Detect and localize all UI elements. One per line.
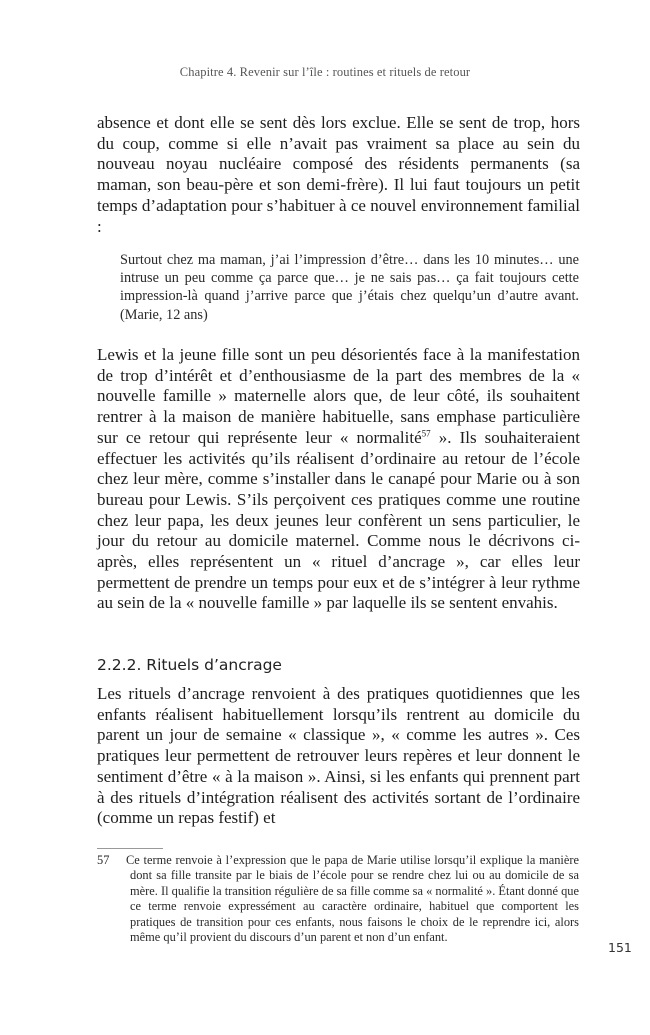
paragraph-2-part-2: ». Ils souhaiteraient effectuer les activités qu’ils réalisent d’ordinaire au retour de l’école chez leur mère, comme s’installer dans le canapé pour Marie ou à son bureau pour Lewis. S’ils perçoivent ces pratiques comme une routine chez leur papa, les deux jeunes leur confèrent un sens particulier, le jour du retour au domicile maternel. Comme nous le décrivons ci-après, elles représentent un « rituel d’ancrage », car elles leur permettent de prendre un temps pour eux et de s’intégrer à leur rythme au sein de la « nouvelle famille » par laquelle ils se sentent envahis.	[97, 427, 580, 613]
body-paragraph-1	[97, 113, 580, 237]
paragraph-2-part-1: Lewis et la jeune fille sont un peu désorientés face à la manifestation de trop d’intérêt et d’enthousiasme de la part des membres de la « nouvelle famille » maternelle alors que, de leur côté, ils souhaitent rentrer à la maison de manière habituelle, sans emphase particulière sur ce retour qui représente leur « normalité	[97, 345, 580, 447]
section-heading-block	[97, 656, 580, 674]
footnote-reference[interactable]: 57	[421, 428, 431, 439]
footnote	[97, 853, 579, 945]
paragraph-3-text: Les rituels d’ancrage renvoient à des pratiques quotidiennes que les enfants réalisent habituellement lorsqu’ils rentrent au domicile du parent un jour de semaine « classique », « comme les autres ». Ces pratiques leur permettent de retrouver leurs repères et leur donnent le sentiment d’être « à la maison ». Ainsi, si les enfants qui prennent part à des rituels d’intégration réalisent des activités sortant de l’ordinaire (comme un repas festif) et	[97, 684, 580, 828]
paragraph-1-text: absence et dont elle se sent dès lors exclue. Elle se sent de trop, hors du coup, comme si elle n’avait pas vraiment sa place au sein du nouveau noyau nucléaire composé des résidents permanents (sa maman, son beau-père et son demi-frère). Il lui faut toujours un petit temps d’adaptation pour s’habituer à ce nouvel environnement familial :	[97, 113, 580, 236]
paragraph-2-text	[97, 345, 580, 614]
page-number: 151	[608, 940, 632, 955]
footnote-text: Ce terme renvoie à l’expression que le papa de Marie utilise lorsqu’il explique la manière dont sa fille transite par le biais de l’école pour se rendre chez lui ou au domicile de sa mère. Il qualifie la transition régulière de sa fille comme sa « normalité ». Étant donné que ce terme renvoie expressément au caractère ordinaire, habituel que comportent les pratiques de transition pour ces enfants, nous faisons le choix de le reprendre ici, alors même qu’il provient du discours d’un parent et non d’un enfant.	[126, 853, 579, 945]
body-paragraph-2	[97, 345, 580, 614]
quote-text: Surtout chez ma maman, j’ai l’impression d’être… dans les 10 minutes… une intruse un peu comme ça parce que… je ne sais pas… ça fait toujours cette impression-là quand j’arrive parce que j’étais chez quelqu’un d’autre avant. (Marie, 12 ans)	[120, 252, 579, 323]
running-head: Chapitre 4. Revenir sur l’île : routines et rituels de retour	[179, 65, 471, 79]
footnote-number: 57	[97, 853, 110, 867]
footnote-separator	[97, 848, 163, 849]
section-heading: 2.2.2. Rituels d’ancrage	[97, 656, 282, 674]
block-quote	[120, 251, 579, 324]
body-paragraph-3	[97, 684, 580, 829]
